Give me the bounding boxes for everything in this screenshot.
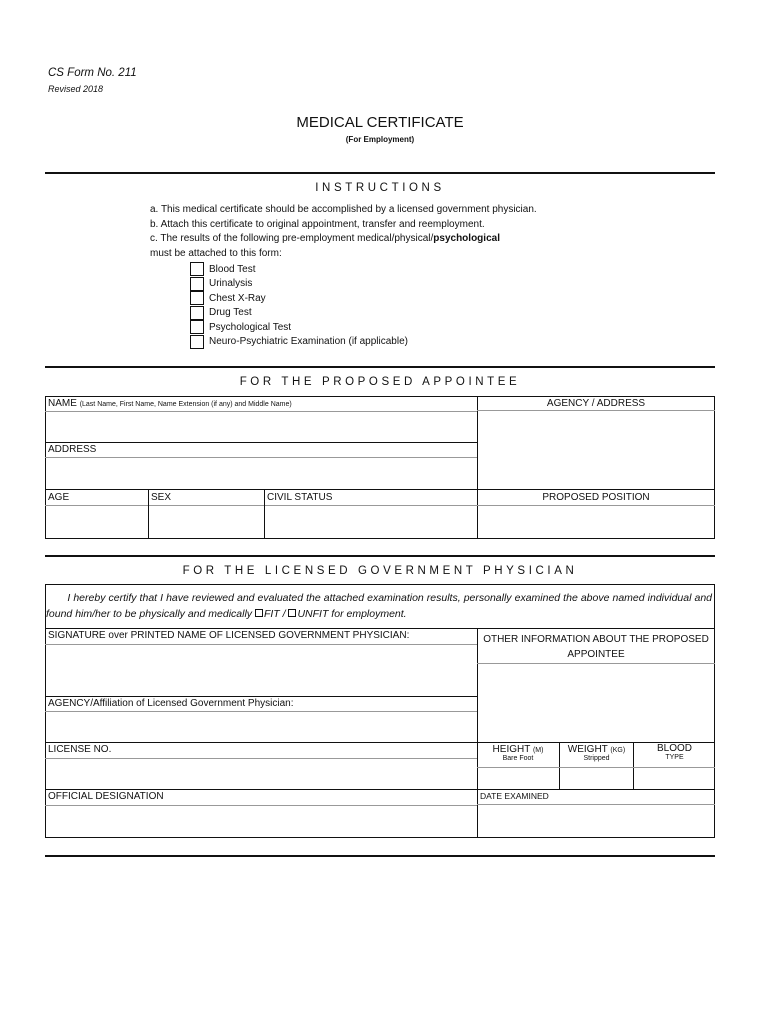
instruction-c-bold: psychological — [433, 233, 500, 244]
blood-type-field[interactable] — [634, 768, 714, 788]
checklist-label: Drug Test — [209, 307, 252, 319]
height-label-line — [477, 744, 559, 755]
height-header — [477, 744, 559, 762]
name-hint: (Last Name, First Name, Name Extension (if any) and Middle Name) — [79, 401, 292, 408]
divider — [45, 442, 477, 443]
checklist-item[interactable] — [190, 306, 408, 321]
checklist-label: Neuro-Psychiatric Examination (if applicable) — [209, 336, 408, 348]
date-examined-label: DATE EXAMINED — [480, 791, 549, 801]
instruction-c — [150, 232, 500, 247]
divider — [45, 489, 715, 490]
divider — [45, 789, 715, 790]
divider — [45, 628, 715, 629]
revision-note: Revised 2018 — [48, 84, 104, 94]
weight-label: WEIGHT — [567, 744, 608, 755]
age-field[interactable] — [46, 506, 147, 538]
address-field[interactable] — [46, 458, 476, 488]
weight-label-line — [560, 744, 633, 755]
license-no-field[interactable] — [46, 759, 476, 788]
official-designation-field[interactable] — [46, 806, 476, 837]
checklist-item[interactable] — [190, 320, 408, 335]
checkbox[interactable] — [190, 291, 204, 305]
physician-agency-field[interactable] — [46, 712, 476, 741]
checkbox[interactable] — [190, 262, 204, 276]
blood-type-header — [634, 743, 715, 761]
divider — [45, 696, 477, 697]
civil-status-field[interactable] — [265, 506, 476, 538]
fit-option[interactable] — [255, 608, 280, 620]
address-label: ADDRESS — [48, 444, 97, 455]
page-subtitle: (For Employment) — [345, 135, 415, 144]
checklist-label: Blood Test — [209, 263, 256, 275]
fit-label: FIT — [263, 608, 280, 620]
weight-sub: Stripped — [583, 755, 610, 762]
official-designation-label: OFFICIAL DESIGNATION — [48, 791, 164, 802]
checklist-label: Chest X-Ray — [209, 292, 266, 304]
unfit-option[interactable] — [288, 608, 328, 620]
instruction-b: b. Attach this certificate to original appointment, transfer and reemployment. — [150, 219, 485, 230]
height-field[interactable] — [478, 768, 558, 788]
checkbox[interactable] — [190, 277, 204, 291]
checklist-item[interactable] — [190, 291, 408, 306]
height-sub: Bare Foot — [502, 755, 534, 762]
divider — [45, 555, 715, 557]
name-label-text: NAME — [48, 398, 77, 409]
height-label: HEIGHT — [492, 744, 531, 755]
proposed-position-label: PROPOSED POSITION — [542, 492, 650, 503]
divider — [45, 742, 715, 743]
physician-agency-label: AGENCY/Affiliation of Licensed Government Physician: — [48, 698, 294, 709]
agency-address-field[interactable] — [478, 411, 714, 488]
checkbox[interactable] — [190, 335, 204, 349]
age-label: AGE — [48, 492, 70, 503]
certification-statement — [46, 590, 712, 622]
checklist-item[interactable] — [190, 262, 408, 277]
civil-status-label: CIVIL STATUS — [267, 492, 333, 503]
checklist-label: Urinalysis — [209, 278, 253, 290]
unfit-checkbox[interactable] — [288, 609, 296, 617]
weight-field[interactable] — [560, 768, 632, 788]
name-label — [48, 398, 292, 409]
form-number: CS Form No. 211 — [48, 67, 137, 79]
required-tests-checklist — [190, 262, 408, 349]
weight-unit: (KG) — [610, 747, 626, 754]
sex-field[interactable] — [149, 506, 263, 538]
other-info-label: OTHER INFORMATION ABOUT THE PROPOSED APPOINTEE — [483, 634, 709, 660]
fit-checkbox[interactable] — [255, 609, 263, 617]
unfit-label: UNFIT — [297, 608, 329, 620]
other-info-field[interactable] — [478, 664, 714, 741]
certification-text: I hereby certify that I have reviewed and evaluated the attached examination results, personally examined the above named individual and found him/her to be physically and medically — [46, 592, 712, 620]
blood-sub: TYPE — [665, 754, 684, 761]
checkbox[interactable] — [190, 320, 204, 334]
instructions-heading: INSTRUCTIONS — [315, 182, 445, 194]
divider — [45, 172, 715, 174]
date-examined-field[interactable] — [478, 805, 714, 837]
height-unit: (M) — [532, 747, 544, 754]
divider — [45, 366, 715, 368]
appointee-heading: FOR THE PROPOSED APPOINTEE — [239, 376, 521, 388]
physician-heading: FOR THE LICENSED GOVERNMENT PHYSICIAN — [182, 565, 578, 577]
proposed-position-field[interactable] — [478, 506, 714, 538]
checklist-item[interactable] — [190, 277, 408, 292]
divider — [45, 855, 715, 857]
certification-ending: for employment. — [328, 608, 407, 620]
agency-address-label: AGENCY / ADDRESS — [546, 398, 646, 409]
signature-field[interactable] — [46, 645, 476, 695]
signature-label: SIGNATURE over PRINTED NAME OF LICENSED GOVERNMENT PHYSICIAN: — [48, 630, 410, 641]
instruction-c-text: c. The results of the following pre-employment medical/physical/ — [150, 233, 434, 244]
weight-header — [560, 744, 633, 762]
checklist-label: Psychological Test — [209, 321, 292, 333]
sex-label: SEX — [151, 492, 172, 503]
checklist-item[interactable] — [190, 335, 408, 350]
fit-unfit-separator: / — [279, 608, 289, 620]
name-field[interactable] — [46, 412, 476, 441]
instruction-a: a. This medical certificate should be accomplished by a licensed government physician. — [150, 204, 537, 215]
blood-label: BLOOD — [656, 743, 692, 754]
instruction-d: must be attached to this form: — [150, 248, 282, 259]
page-title: MEDICAL CERTIFICATE — [296, 114, 464, 131]
checkbox[interactable] — [190, 306, 204, 320]
license-no-label: LICENSE NO. — [48, 744, 112, 755]
